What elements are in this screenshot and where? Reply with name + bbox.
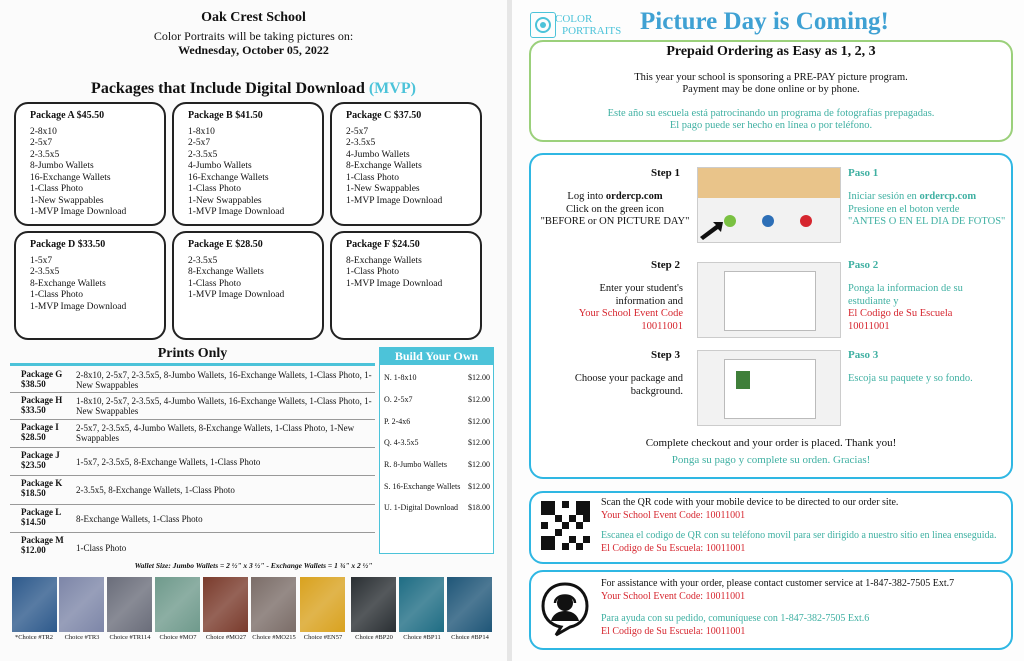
print-row-g[interactable] [10,367,375,393]
paso-2-event-code: 10011001 [848,320,890,332]
step-2-label: Step 2 [651,259,681,271]
build-your-own-box [379,347,494,554]
build-item-label: P. 2-4x6 [384,417,411,426]
step-2-event-code: 10011001 [641,320,683,332]
paso-1-label: Paso 1 [848,167,879,179]
help-es-code-line [601,626,745,639]
background-label: Choice #BP11 [403,634,441,641]
step-2-line1: Enter your student's [599,283,683,294]
step-1-line2: Click on the green icon [566,203,664,215]
red-icon [800,215,812,227]
background-swatch[interactable] [59,577,104,632]
background-swatch[interactable] [300,577,345,632]
qr-es: Escanea el codigo de QR con su teléfono movil para ser dirigido a nuestro sitio en linea enseguida. [601,530,997,541]
package-item: 1-New Swappables [188,195,262,206]
step-1-label: Step 1 [651,167,681,179]
print-price: $33.50 [21,405,46,415]
package-title: Package F $24.50 [346,239,420,250]
paso-1-line1: Iniciar sesión en [848,191,917,202]
package-item: 1-Class Photo [188,184,242,194]
package-item: 1-Class Photo [346,267,400,277]
print-price: $18.50 [21,488,46,498]
step-2-screenshot [697,262,841,338]
package-title: Package D $33.50 [30,239,106,250]
student-photo-thumb [736,371,750,389]
print-price: $28.50 [21,432,46,442]
print-name: Package H [21,395,63,405]
print-row-l[interactable] [10,505,375,533]
school-name: Oak Crest School [201,10,306,25]
print-price: $23.50 [21,460,46,470]
package-item: 1-MVP Image Download [30,207,127,217]
package-d-card[interactable] [14,231,166,340]
build-item-label: O. 2-5x7 [384,395,413,404]
package-item: 1-Class Photo [188,278,242,289]
step-1-line3: "BEFORE or ON PICTURE DAY" [540,216,690,227]
step-1-line1: Log into [567,191,604,202]
background-label: Choice #MO215 [252,634,296,641]
package-e-card[interactable] [172,231,324,340]
help-code-label: Your School Event Code: [601,591,704,602]
print-desc: 8-Exchange Wallets, 1-Class Photo [76,514,203,524]
build-item-label: S. 16-Exchange Wallets [384,482,461,491]
build-item-label: N. 1-8x10 [384,373,417,382]
step-1-screenshot [697,167,841,243]
package-c-card[interactable] [330,102,482,226]
qr-code-icon[interactable] [541,501,590,550]
package-item: 8-Exchange Wallets [30,278,106,289]
package-item: 2-3.5x5 [30,149,60,160]
build-item-price: $12.00 [468,460,490,469]
paso-2-label: Paso 2 [848,259,879,271]
print-price: $38.50 [21,379,46,389]
package-item: 8-Jumbo Wallets [30,161,94,171]
package-item: 2-3.5x5 [30,267,60,277]
package-picker-image [724,359,816,419]
qr-en: Scan the QR code with your mobile device to be directed to our order site. [601,497,899,508]
package-item: 1-MVP Image Download [30,301,127,312]
step-3-line1: Choose your package and [574,373,683,384]
paso-1-text [848,191,1010,229]
kids-banner-image [698,168,840,198]
picture-date: Wednesday, October 05, 2022 [178,43,329,57]
build-item-price: $12.00 [468,417,490,426]
color-portraits-logo [530,12,620,40]
print-name: Package J [21,450,60,460]
background-swatch[interactable] [107,577,152,632]
background-swatch[interactable] [447,577,492,632]
print-desc: 2-8x10, 2-5x7, 2-3.5x5, 8-Jumbo Wallets, 16-Exchange Wallets, 1-Class Photo, 1-New Swappables [76,370,372,390]
green-icon [724,215,736,227]
step-1-text [535,191,695,229]
package-item: 1-Class Photo [30,290,84,300]
package-b-card[interactable] [172,102,324,226]
print-desc: 2-5x7, 2-3.5x5, 4-Jumbo Wallets, 8-Exchange Wallets, 1-Class Photo, 1-New Swappables [76,423,355,443]
print-name: Package M [21,535,64,545]
paso-2-line1: Ponga la informacion de su [848,283,963,294]
package-item: 8-Exchange Wallets [346,161,422,171]
qr-es-code-line [601,543,745,556]
build-item-label: Q. 4-3.5x5 [384,438,419,447]
paso-2-text [848,283,1010,333]
picture-day-title: Picture Day is Coming! [640,8,889,35]
package-item: 16-Exchange Wallets [188,172,269,183]
build-item-price: $18.00 [468,503,490,512]
background-swatch[interactable] [351,577,396,632]
print-desc: 1-8x10, 2-5x7, 2-3.5x5, 4-Jumbo Wallets, 16-Exchange Wallets, 1-Class Photo, 1-New Swappables [76,396,372,416]
print-name: Package I [21,422,59,432]
background-swatch[interactable] [203,577,248,632]
package-item: 2-3.5x5 [346,138,376,148]
blue-icon [762,215,774,227]
packages-heading-text: Packages that Include Digital Download [91,80,365,97]
print-price: $12.00 [21,545,46,555]
build-item-price: $12.00 [468,438,490,447]
step-2-text [540,283,683,333]
print-price: $14.50 [21,517,46,527]
build-item-price: $12.00 [468,373,490,382]
package-item: 2-5x7 [188,138,211,148]
package-a-card[interactable] [14,102,166,226]
background-label: Choice #MO27 [205,634,247,641]
package-item: 2-3.5x5 [188,255,218,266]
background-swatch[interactable] [12,577,57,632]
print-row-j[interactable] [10,448,375,476]
step-2-line2: information and [615,295,683,307]
paso-3-text: Escoja su paquete y so fondo. [848,373,973,384]
prints-only-heading: Prints Only [157,346,228,361]
step-2-line3: Your School Event Code [578,308,683,319]
step-3-text [540,373,683,398]
mvp-tag: (MVP) [368,80,416,97]
prepaid-en-1: This year your school is sponsoring a PRE-PAY picture program. [634,72,908,83]
build-item-label: R. 8-Jumbo Wallets [384,460,447,469]
pointer-arrow-icon [698,220,724,240]
qr-code-label: Your School Event Code: [601,510,704,521]
background-label: Choice #TR114 [109,634,151,641]
qr-es-code-label: El Codigo de Su Escuela: [601,543,704,554]
print-desc: 1-Class Photo [76,543,127,553]
help-es-code-label: El Codigo de Su Escuela: [601,626,704,637]
package-item: 1-MVP Image Download [346,195,443,206]
build-your-own-heading: Build Your Own [380,348,493,365]
packages-heading [0,80,507,98]
background-label: Choice #BP20 [355,634,393,641]
package-title: Package B $41.50 [188,110,263,121]
print-desc: 2-3.5x5, 8-Exchange Wallets, 1-Class Photo [76,485,235,495]
checkout-es: Ponga su pago y complete su orden. Gracias! [671,454,871,466]
build-item-label: U. 1-Digital Download [384,503,458,512]
prepaid-es-1: Este año su escuela está patrocinando un programa de fotografías prepagadas. [607,108,935,119]
student-form-image [724,271,816,331]
qr-event-code: 10011001 [705,510,746,521]
package-f-card[interactable] [330,231,482,340]
qr-es-event-code: 10011001 [705,543,746,554]
background-label: Choice #EN57 [303,634,343,641]
paso-2-line3: El Codigo de Su Escuela [848,308,953,319]
package-item: 1-MVP Image Download [188,290,285,300]
package-item: 2-5x7 [346,126,369,137]
logo-mark-icon [530,12,556,38]
print-row-i[interactable] [10,420,375,448]
package-item: 1-Class Photo [346,172,400,183]
print-name: Package G [21,369,63,379]
prepaid-en-2: Payment may be done online or by phone. [682,84,860,95]
package-item: 16-Exchange Wallets [30,172,111,183]
help-es-event-code: 10011001 [705,626,746,637]
help-en: For assistance with your order, please contact customer service at 1-847-382-7505 Ext.7 [601,578,955,589]
package-item: 2-3.5x5 [188,149,218,160]
background-swatch[interactable] [155,577,200,632]
build-item-price: $12.00 [468,395,490,404]
background-swatch[interactable] [251,577,296,632]
logo-text-bottom: PORTRAITS [562,25,622,37]
package-item: 1-MVP Image Download [346,278,443,289]
paso-1-site-link[interactable]: ordercp.com [919,191,977,202]
step-3-label: Step 3 [651,349,681,361]
background-label: *Choice #TR2 [14,634,54,641]
package-item: 4-Jumbo Wallets [188,161,252,171]
package-item: 1-New Swappables [30,195,104,206]
help-event-code: 10011001 [705,591,746,602]
paso-2-line2: estudiante y [848,295,899,307]
print-name: Package L [21,507,62,517]
prints-divider [10,363,375,366]
package-item: 1-8x10 [188,126,215,137]
print-desc: 1-5x7, 2-3.5x5, 8-Exchange Wallets, 1-Class Photo [76,457,261,467]
package-item: 1-5x7 [30,255,53,266]
background-swatch[interactable] [399,577,444,632]
package-title: Package A $45.50 [30,110,105,121]
wallet-size-note: Wallet Size: Jumbo Wallets = 2 ½" x 3 ½" - Exchange Wallets = 1 ¾" x 2 ½" [134,561,373,570]
paso-3-label: Paso 3 [848,349,879,361]
help-code-line [601,591,745,604]
package-item: 8-Exchange Wallets [188,267,264,277]
print-row-k[interactable] [10,476,375,505]
print-row-m[interactable] [10,533,375,560]
package-item: 1-MVP Image Download [188,207,285,217]
package-title: Package C $37.50 [346,110,422,121]
background-label: Choice #MO7 [159,634,197,641]
step-3-line2: background. [630,385,683,397]
paso-1-line3: "ANTES O EN EL DIA DE FOTOS" [848,216,1006,227]
customer-service-agent-icon [540,581,590,637]
background-label: Choice #BP14 [451,634,489,641]
package-item: 1-New Swappables [346,184,420,194]
checkout-en: Complete checkout and your order is placed. Thank you! [645,437,897,449]
build-item-price: $12.00 [468,482,490,491]
picture-subtitle: Color Portraits will be taking pictures on: [153,29,354,43]
package-item: 2-8x10 [30,126,57,137]
prepaid-title: Prepaid Ordering as Easy as 1, 2, 3 [666,44,876,59]
package-item: 1-Class Photo [30,184,84,194]
help-es: Para ayuda con su pedido, comuníquese con 1-847-382-7505 Ext.6 [601,613,870,624]
step-3-screenshot [697,350,841,426]
paso-1-line2: Presione en el boton verde [848,203,960,215]
prepaid-es-2: El pago puede ser hecho en línea o por teléfono. [669,120,873,131]
print-name: Package K [21,478,63,488]
package-title: Package E $28.50 [188,239,263,250]
background-label: Choice #TR3 [64,634,100,641]
package-item: 2-5x7 [30,138,53,148]
print-row-h[interactable] [10,393,375,420]
package-item: 4-Jumbo Wallets [346,149,410,160]
step-1-site-link[interactable]: ordercp.com [605,191,663,202]
qr-code-line [601,510,745,523]
logo-text-top: COLOR [555,13,593,25]
package-item: 8-Exchange Wallets [346,255,422,266]
